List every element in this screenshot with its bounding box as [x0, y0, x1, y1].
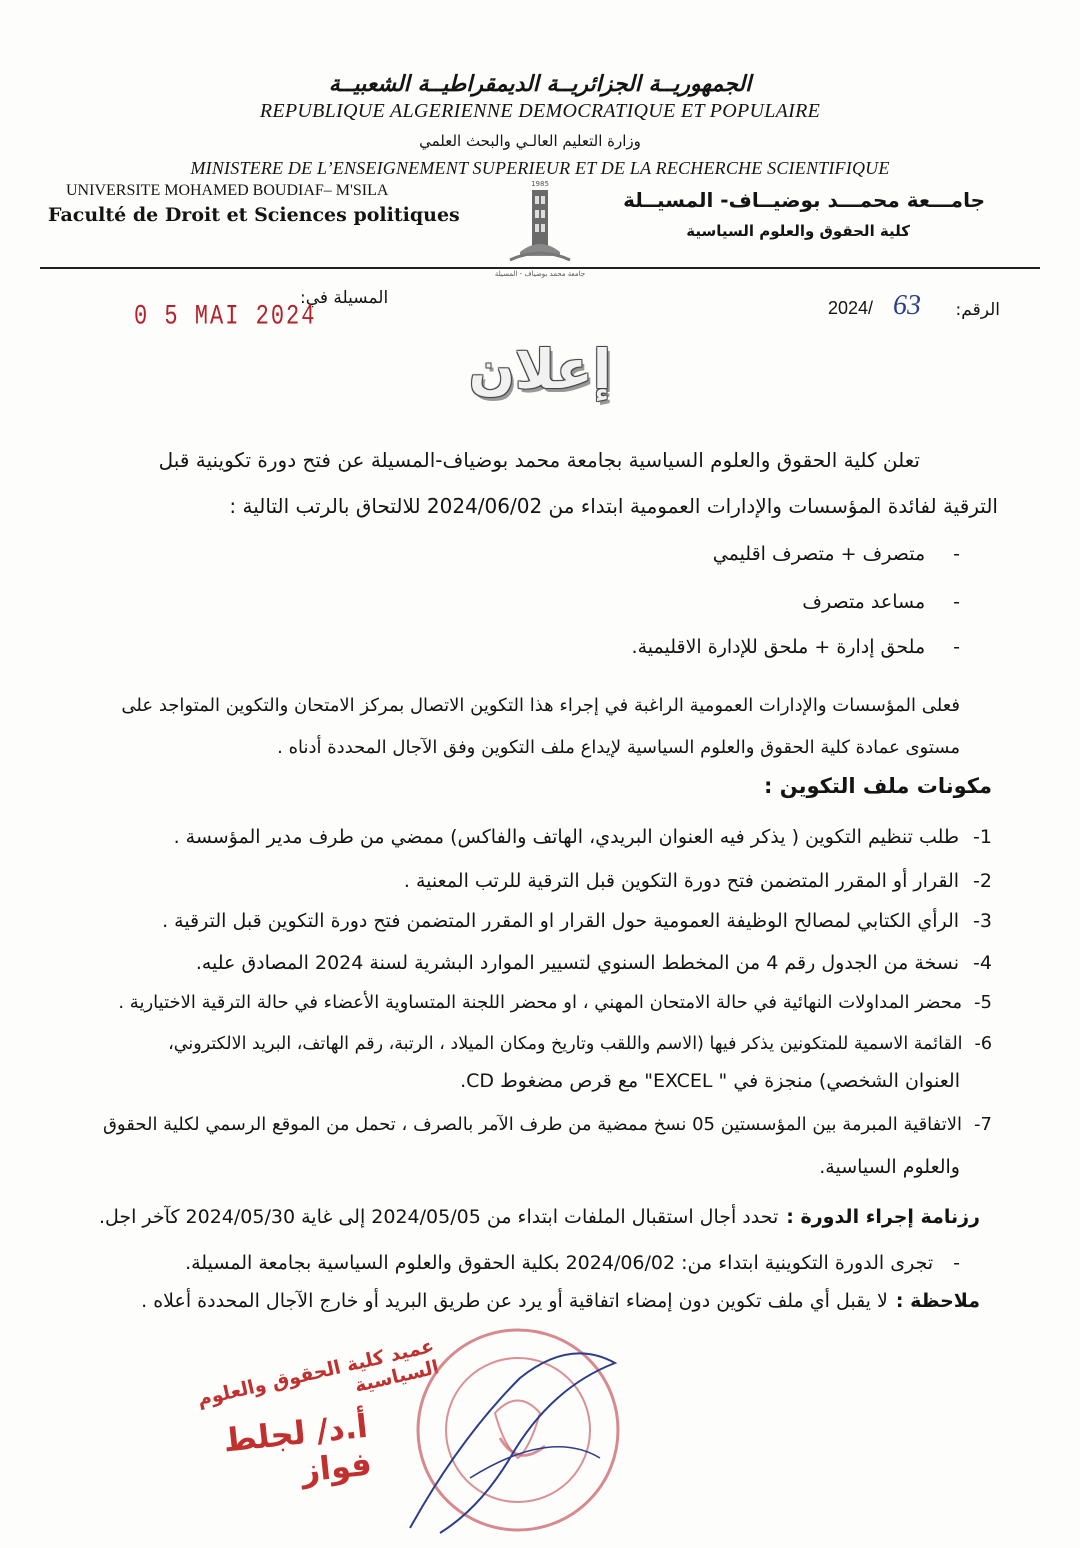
- components-heading: مكونات ملف التكوين :: [764, 774, 992, 798]
- component-item: 5-محضر المداولات النهائية في حالة الامتحان المهني ، او محضر اللجنة المتساوية الأعضاء في حالة الترقية الاختيارية .: [118, 992, 992, 1013]
- republic-arabic: الجمهوريــة الجزائريــة الديمقراطيــة الشعبيــة: [328, 72, 752, 97]
- ministry-french: MINISTERE DE L’ENSEIGNEMENT SUPERIEUR ET DE LA RECHERCHE SCIENTIFIQUE: [190, 158, 890, 178]
- component-item: 2-القرار أو المقرر المتضمن فتح دورة التكوين قبل الترقية للرتب المعنية .: [403, 870, 992, 892]
- rank-item: -متصرف + متصرف اقليمي: [712, 543, 960, 565]
- component-item-continuation: العنوان الشخصي) منجزة في " EXCEL" مع قرص مضغوط CD.: [460, 1070, 960, 1092]
- reference-number-label: الرقم:: [955, 300, 1000, 320]
- signature-title: عميد كلية الحقوق والعلوم السياسية: [195, 1334, 442, 1411]
- rank-item: -مساعد متصرف: [802, 591, 960, 613]
- reference-year: 2024/: [828, 298, 874, 318]
- rank-item: -ملحق إدارة + ملحق للإدارة الاقليمية.: [631, 636, 960, 658]
- date-stamp: 0 5 MAI 2024: [134, 300, 317, 333]
- component-item: 3-الرأي الكتابي لمصالح الوظيفة العمومية حول القرار او المقرر المتضمن فتح دورة التكوين قبل الترقية .: [162, 910, 992, 932]
- invitation-line-2: مستوى عمادة كلية الحقوق والعلوم السياسية لإيداع ملف التكوين وفق الآجال المحددة أدناه .: [277, 737, 960, 758]
- official-seal-stamp: [400, 1318, 630, 1548]
- component-item: 1-طلب تنظيم التكوين ( يذكر فيه العنوان البريدي، الهاتف والفاكس) ممضي من طرف مدير المؤسسة .: [173, 826, 992, 848]
- faculty-french: Faculté de Droit et Sciences politiques: [48, 204, 460, 226]
- invitation-line-1: فعلى المؤسسات والإدارات العمومية الراغبة في إجراء هذا التكوين الاتصال بمركز الامتحان والتكوين المتواجد على: [121, 695, 960, 716]
- signature-name: أ.د/ لجلط فواز: [221, 1406, 374, 1490]
- reference-number-handwritten: 63: [893, 290, 921, 321]
- logo-caption: جامعة محمد بوضياف - المسيلة: [494, 270, 586, 278]
- intro-line-2: الترقية لفائدة المؤسسات والإدارات العمومية ابتداء من 2024/06/02 للالتحاق بالرتب التالية :: [229, 494, 998, 518]
- component-item-continuation: والعلوم السياسية.: [819, 1156, 960, 1178]
- university-french: UNIVERSITE MOHAMED BOUDIAF– M'SILA: [66, 182, 389, 199]
- announcement-title: إعلان: [468, 338, 612, 401]
- schedule-bullet: -تجرى الدورة التكوينية ابتداء من: 2024/06/02 بكلية الحقوق والعلوم السياسية بجامعة المسيلة.: [185, 1252, 960, 1274]
- ministry-arabic: وزارة التعليم العالـي والبحث العلمي: [419, 132, 641, 150]
- component-item: 6-القائمة الاسمية للمتكونين يذكر فيها (الاسم واللقب وتاريخ ومكان الميلاد ، الرتبة، رقم الهاتف، البريد الالكتروني،: [168, 1034, 992, 1054]
- component-item: 4-نسخة من الجدول رقم 4 من المخطط السنوي لتسيير الموارد البشرية لسنة 2024 المصادق عليه.: [195, 952, 992, 974]
- university-arabic: جامـــعة محمـــد بوضيــاف- المسيــلة: [623, 188, 985, 212]
- schedule-line: رزنامة إجراء الدورة :تحدد أجال استقبال الملفات ابتداء من 2024/05/05 إلى غاية 2024/05/30 كآخر اجل.: [98, 1206, 980, 1228]
- faculty-arabic: كلية الحقوق والعلوم السياسية: [686, 222, 910, 240]
- place-label: المسيلة في:: [300, 288, 389, 308]
- component-item: 7-الاتفاقية المبرمة بين المؤسستين 05 نسخ ممضية من طرف الآمر بالصرف ، تحمل من الموقع الرسمي لكلية الحقوق: [102, 1114, 992, 1135]
- header-divider: [40, 267, 1040, 269]
- intro-line-1: تعلن كلية الحقوق والعلوم السياسية بجامعة محمد بوضياف-المسيلة عن فتح دورة تكوينية قبل: [158, 448, 920, 472]
- republic-french: REPUBLIQUE ALGERIENNE DEMOCRATIQUE ET POPULAIRE: [259, 100, 821, 122]
- note-line: ملاحظة :لا يقبل أي ملف تكوين دون إمضاء اتفاقية أو يرد عن طريق البريد أو خارج الآجال المحددة أعلاه .: [141, 1290, 980, 1312]
- logo-year: 1985: [531, 180, 549, 188]
